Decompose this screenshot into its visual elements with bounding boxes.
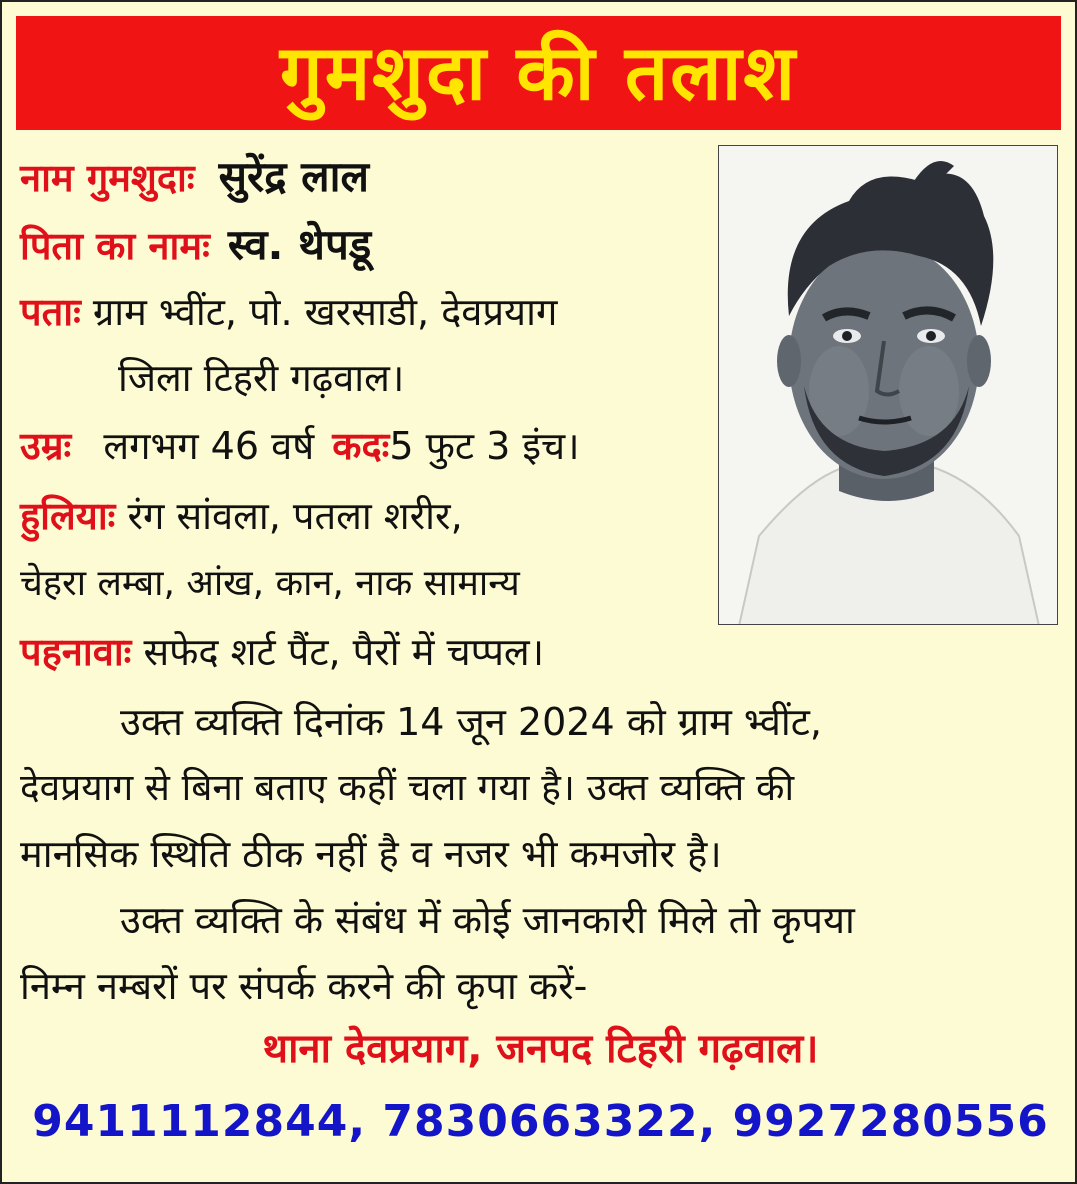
contact-phone-numbers: 9411112844, 7830663322, 9927280556: [32, 1096, 1049, 1147]
name-value: सुरेंद्र लाल: [218, 152, 369, 201]
paragraph1-line2: देवप्रयाग से बिना बताए कहीं चला गया है। उक्त व्यक्ति की: [20, 766, 795, 809]
appearance-row-2: [20, 564, 520, 604]
clothing-label: पहनावाः: [20, 630, 132, 674]
address-line2: जिला टिहरी गढ़वाल।: [118, 356, 405, 400]
paragraph1-line1: उक्त व्यक्ति दिनांक 14 जून 2024 को ग्राम भ्वींट,: [120, 700, 822, 744]
name-row: [20, 154, 369, 200]
appearance-line2: चेहरा लम्बा, आंख, कान, नाक सामान्य: [20, 563, 520, 604]
appearance-row: [20, 496, 463, 538]
paragraph2-line2: निम्न नम्बरों पर संपर्क करने की कृपा करें-: [20, 964, 588, 1008]
clothing-value: सफेद शर्ट पैंट, पैरों में चप्पल।: [143, 630, 545, 674]
address-line1: ग्राम भ्वींट, पो. खरसाडी, देवप्रयाग: [92, 290, 558, 334]
address-row-2: [118, 358, 404, 400]
paragraph1-line3: मानसिक स्थिति ठीक नहीं है व नजर भी कमजोर है।: [20, 832, 722, 876]
age-label: उम्रः: [20, 424, 72, 468]
paragraph2-line1: उक्त व्यक्ति के संबंध में कोई जानकारी मिले तो कृपया: [120, 898, 855, 942]
portrait-image: [719, 146, 1058, 625]
title-banner: [16, 16, 1061, 130]
height-value: 5 फुट 3 इंच।: [389, 424, 580, 468]
clothing-row: [20, 632, 544, 674]
missing-person-photo: [718, 145, 1058, 625]
age-value: लगभग 46 वर्ष: [103, 424, 315, 468]
father-value: स्व. थेपडू: [227, 220, 372, 269]
appearance-label: हुलियाः: [20, 494, 116, 538]
age-height-row: [20, 426, 580, 468]
address-label: पताः: [20, 290, 81, 334]
police-station: थाना देवप्रयाग, जनपद टिहरी गढ़वाल।: [262, 1026, 819, 1072]
poster-title: गुमशुदा की तलाश: [279, 28, 798, 117]
address-row: [20, 292, 557, 334]
height-label: कदः: [332, 424, 390, 468]
name-label: नाम गुमशुदाः: [20, 156, 195, 200]
appearance-line1: रंग सांवला, पतला शरीर,: [127, 494, 463, 538]
father-row: [20, 222, 371, 268]
father-label: पिता का नामः: [20, 224, 210, 268]
